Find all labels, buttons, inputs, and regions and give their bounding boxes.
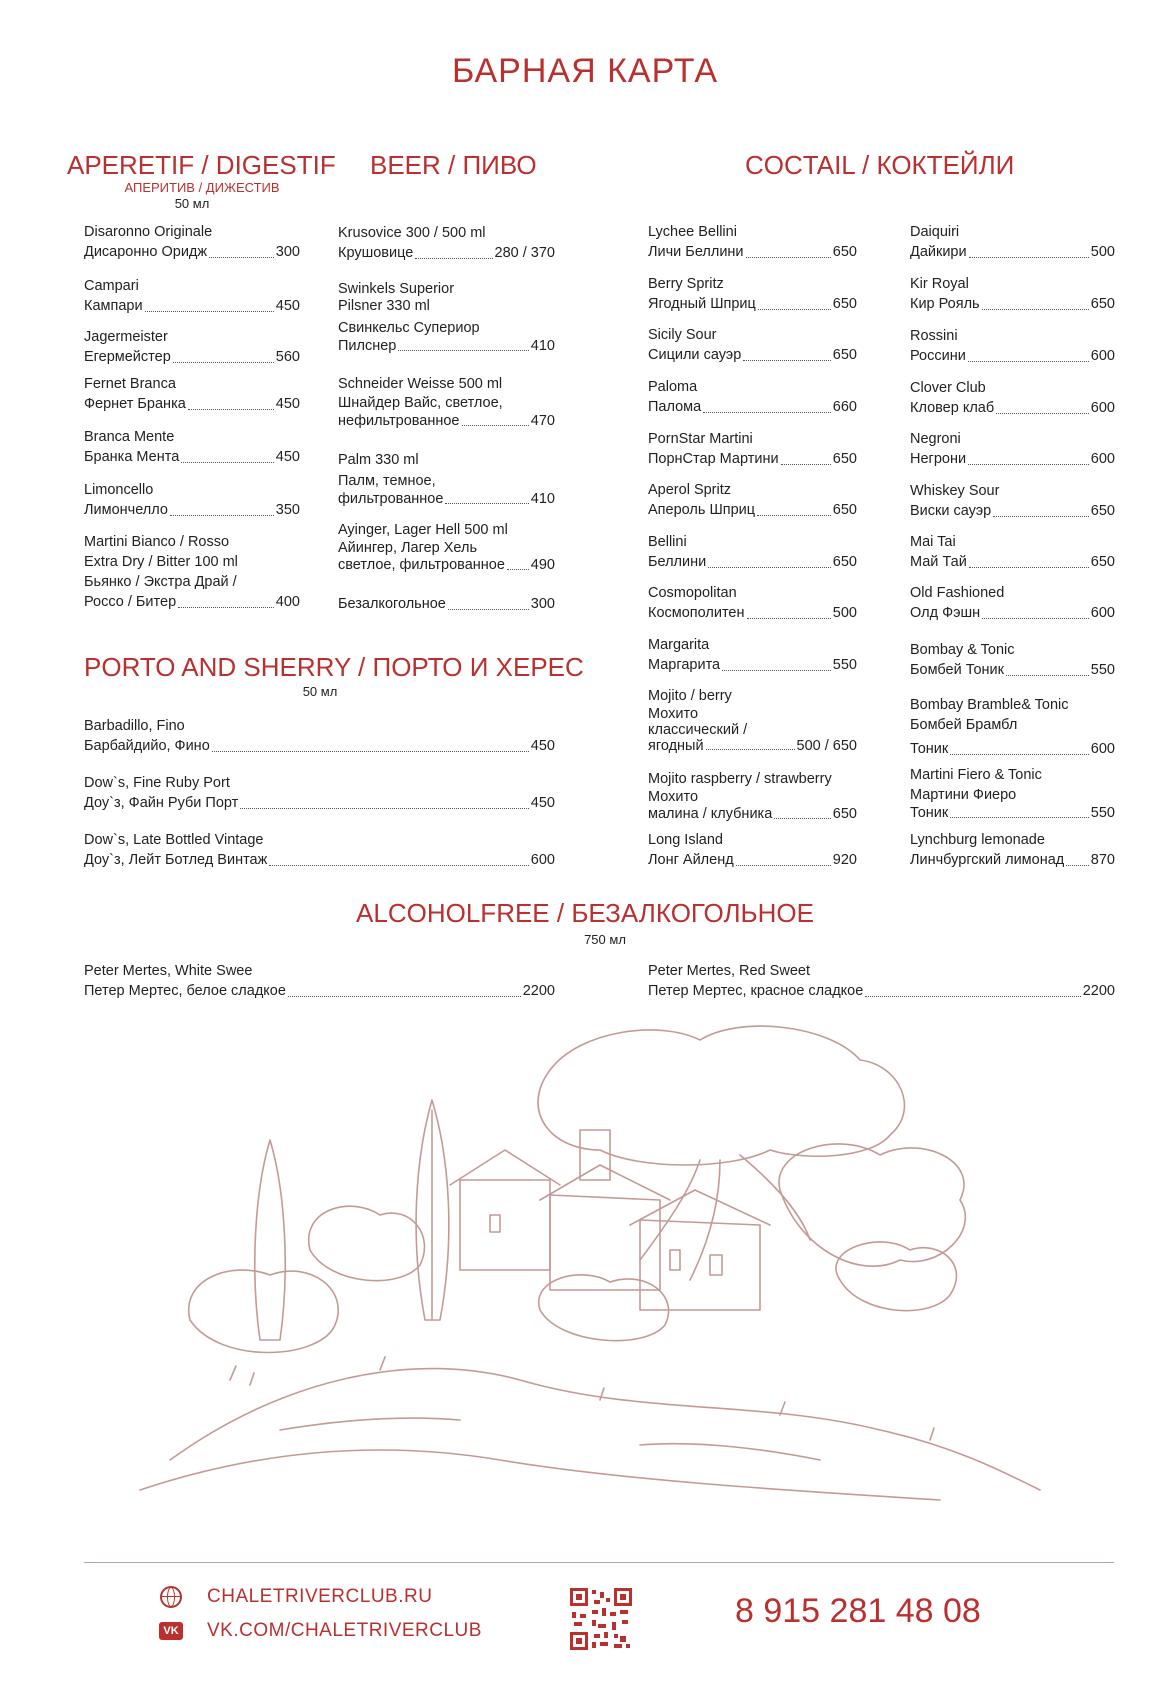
menu-item: Bombay Bramble& Tonic Бомбей Брамбл Тоник 600 (910, 697, 1115, 757)
menu-item: Sicily Sour Сицили сауэр 650 (648, 327, 857, 363)
aperitif-subtitle: АПЕРИТИВ / ДИЖЕСТИВ (124, 180, 280, 195)
menu-item: Schneider Weisse 500 ml Шнайдер Вайс, светлое, нефильтрованное 470 (338, 376, 555, 429)
phone-number[interactable]: 8 915 281 48 08 (735, 1592, 981, 1630)
menu-item: Mai Tai Май Тай 650 (910, 534, 1115, 570)
menu-item: Krusovice 300 / 500 ml Крушовице 280 / 370 (338, 225, 555, 261)
menu-item: Whiskey Sour Виски сауэр 650 (910, 483, 1115, 519)
menu-item: Palm 330 ml Палм, темное, фильтрованное 410 (338, 452, 555, 507)
aperitif-volume: 50 мл (174, 196, 210, 211)
menu-item: Безалкогольное 300 (338, 596, 555, 612)
website-link[interactable]: CHALETRIVERCLUB.RU (207, 1586, 433, 1607)
menu-item: Barbadillo, Fino Барбайдийо, Фино 450 (84, 718, 555, 754)
porto-volume: 50 мл (302, 684, 338, 699)
menu-item: Old Fashioned Олд Фэшн 600 (910, 585, 1115, 621)
menu-item: Campari Кампари 450 (84, 278, 300, 314)
menu-item: Fernet Branca Фернет Бранка 450 (84, 376, 300, 412)
aperitif-title: APERETIF / DIGESTIF (67, 150, 336, 180)
menu-item: Long Island Лонг Айленд 920 (648, 832, 857, 868)
footer-divider (84, 1562, 1114, 1563)
menu-item: Branca Mente Бранка Мента 450 (84, 429, 300, 465)
menu-item: Mojito raspberry / strawberry Мохито малина / клубника 650 (648, 771, 857, 822)
vk-link[interactable]: VK.COM/CHALETRIVERCLUB (207, 1620, 482, 1641)
menu-item: Kir Royal Кир Рояль 650 (910, 276, 1115, 312)
menu-item: Cosmopolitan Космополитен 500 (648, 585, 857, 621)
menu-item: Swinkels Superior Pilsner 330 ml Свинкельс Супериор Пилснер 410 (338, 281, 555, 354)
menu-item: Rossini Россини 600 (910, 328, 1115, 364)
menu-item: Lynchburg lemonade Линчбургский лимонад 870 (910, 832, 1115, 868)
menu-item: Clover Club Кловер клаб 600 (910, 380, 1115, 416)
alcoholfree-volume: 750 мл (584, 932, 626, 947)
menu-item: Jagermeister Егермейстер 560 (84, 329, 300, 365)
beer-title: BEER / ПИВО (370, 150, 537, 180)
globe-icon (160, 1586, 182, 1608)
qr-code[interactable] (570, 1588, 632, 1650)
menu-item: Paloma Палома 660 (648, 379, 857, 415)
vk-icon: VK (159, 1622, 183, 1640)
menu-item: Peter Mertes, White Swee Петер Мертес, белое сладкое 2200 (84, 963, 555, 999)
menu-item: Martini Bianco / Rosso Extra Dry / Bitter 100 ml Бьянко / Экстра Драй / Россо / Битер 400 (84, 534, 300, 610)
menu-item: Margarita Маргарита 550 (648, 637, 857, 673)
menu-item: Ayinger, Lager Hell 500 ml Айингер, Лагер Хель светлое, фильтрованное 490 (338, 522, 555, 573)
menu-item: PornStar Martini ПорнСтар Мартини 650 (648, 431, 857, 467)
menu-item: Daiquiri Дайкири 500 (910, 224, 1115, 260)
menu-item: Bellini Беллини 650 (648, 534, 857, 570)
menu-item: Bombay & Tonic Бомбей Тоник 550 (910, 642, 1115, 678)
page-title: БАРНАЯ КАРТА (451, 52, 719, 90)
alcoholfree-title: ALCOHOLFREE / БЕЗАЛКОГОЛЬНОЕ (356, 898, 814, 928)
menu-item: Lychee Bellini Личи Беллини 650 (648, 224, 857, 260)
cocktail-title: COCTAIL / КОКТЕЙЛИ (745, 150, 1015, 180)
menu-item: Dow`s, Late Bottled Vintage Доу`з, Лейт Ботлед Винтаж 600 (84, 832, 555, 868)
menu-item: Disaronno Originale Дисаронно Оридж 300 (84, 224, 300, 260)
menu-item: Peter Mertes, Red Sweet Петер Мертес, красное сладкое 2200 (648, 963, 1115, 999)
menu-item: Limoncello Лимончелло 350 (84, 482, 300, 518)
menu-item: Berry Spritz Ягодный Шприц 650 (648, 276, 857, 312)
menu-item: Martini Fiero & Tonic Мартини Фиеро Тоник 550 (910, 767, 1115, 821)
menu-item: Negroni Негрони 600 (910, 431, 1115, 467)
menu-item: Mojito / berry Мохито классический / ягодный 500 / 650 (648, 688, 857, 754)
porto-title: PORTO AND SHERRY / ПОРТО И ХЕРЕС (84, 652, 584, 682)
menu-item: Dow`s, Fine Ruby Port Доу`з, Файн Руби Порт 450 (84, 775, 555, 811)
landscape-illustration (80, 1020, 1090, 1520)
menu-item: Aperol Spritz Апероль Шприц 650 (648, 482, 857, 518)
